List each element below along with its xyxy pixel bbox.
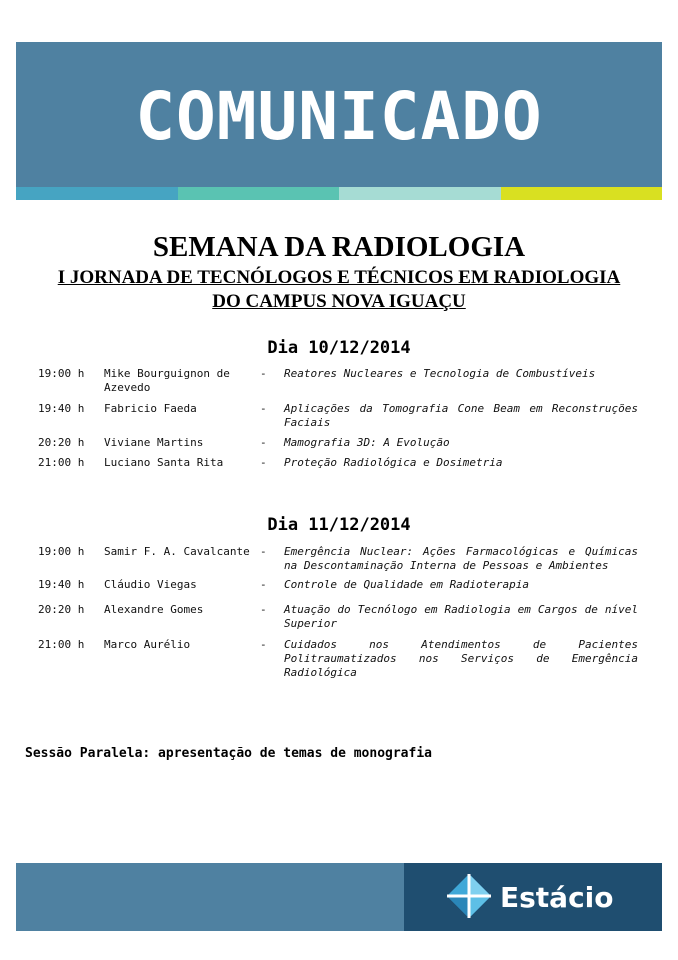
session-dash: -	[260, 367, 267, 380]
session-dash: -	[260, 436, 267, 449]
session-time: 19:00 h	[38, 545, 85, 558]
session-time: 20:20 h	[38, 603, 85, 616]
session-dash: -	[260, 603, 267, 616]
session-topic: Mamografia 3D: A Evolução	[284, 436, 450, 449]
schedule-row	[38, 456, 638, 470]
event-subtitle-line1-text: I JORNADA DE TECNÓLOGOS E TÉCNICOS EM RADIOLOGIA	[57, 267, 621, 288]
schedule-row	[38, 367, 638, 395]
session-topic: Proteção Radiológica e Dosimetria	[284, 456, 503, 469]
event-subtitle-line2	[16, 290, 662, 314]
schedule-row	[38, 436, 638, 450]
schedule-row	[38, 545, 638, 573]
session-dash: -	[260, 545, 267, 558]
session-topic: Emergência Nuclear: Ações Farmacológicas e Químicas na Descontaminação Interna de Pessoas e Ambientes	[284, 545, 638, 572]
session-speaker: Marco Aurélio	[104, 638, 191, 651]
session-dash: -	[260, 402, 267, 415]
schedule-row	[38, 578, 638, 592]
session-topic: Controle de Qualidade em Radioterapia	[284, 578, 530, 591]
day-1-heading: Dia 10/12/2014	[267, 338, 411, 358]
session-speaker: Mike Bourguignon de Azevedo	[104, 367, 230, 394]
color-stripe	[16, 187, 662, 200]
schedule-row	[38, 402, 638, 430]
day-1-schedule	[38, 367, 638, 470]
session-speaker: Viviane Martins	[104, 436, 204, 449]
session-time: 19:40 h	[38, 402, 85, 415]
session-speaker: Samir F. A. Cavalcante	[104, 545, 250, 558]
session-dash: -	[260, 638, 267, 651]
day-2-heading: Dia 11/12/2014	[267, 515, 411, 535]
event-subtitle-line2-text: DO CAMPUS NOVA IGUAÇU	[212, 291, 466, 312]
session-topic: Reatores Nucleares e Tecnologia de Combustíveis	[284, 367, 596, 380]
brand-name: Estácio	[500, 881, 614, 914]
event-title: SEMANA DA RADIOLOGIA	[152, 231, 526, 263]
session-time: 19:00 h	[38, 367, 85, 380]
stripe-segment-2	[178, 187, 340, 200]
session-speaker: Alexandre Gomes	[104, 603, 204, 616]
session-time: 20:20 h	[38, 436, 85, 449]
schedule-row	[38, 638, 638, 680]
estacio-diamond-logo-icon	[445, 872, 493, 920]
event-subtitle-line1	[16, 266, 662, 290]
stripe-segment-4	[501, 187, 663, 200]
stripe-segment-1	[16, 187, 178, 200]
session-dash: -	[260, 456, 267, 469]
session-dash: -	[260, 578, 267, 591]
session-topic: Atuação do Tecnólogo em Radiologia em Cargos de nível Superior	[284, 603, 638, 630]
session-time: 21:00 h	[38, 638, 85, 651]
session-speaker: Cláudio Viegas	[104, 578, 197, 591]
session-time: 19:40 h	[38, 578, 85, 591]
session-speaker: Fabricio Faeda	[104, 402, 197, 415]
session-topic: Aplicações da Tomografia Cone Beam em Reconstruções Faciais	[284, 402, 638, 429]
day-2-schedule	[38, 545, 638, 680]
schedule-row	[38, 603, 638, 631]
header-title: COMUNICADO	[135, 78, 543, 155]
session-speaker: Luciano Santa Rita	[104, 456, 224, 469]
stripe-segment-3	[339, 187, 501, 200]
parallel-session-note: Sessão Paralela: apresentação de temas de monografia	[25, 746, 432, 761]
session-topic: Cuidados nos Atendimentos de Pacientes Politraumatizados nos Serviços de Emergência Radiológica	[284, 638, 638, 679]
session-time: 21:00 h	[38, 456, 85, 469]
